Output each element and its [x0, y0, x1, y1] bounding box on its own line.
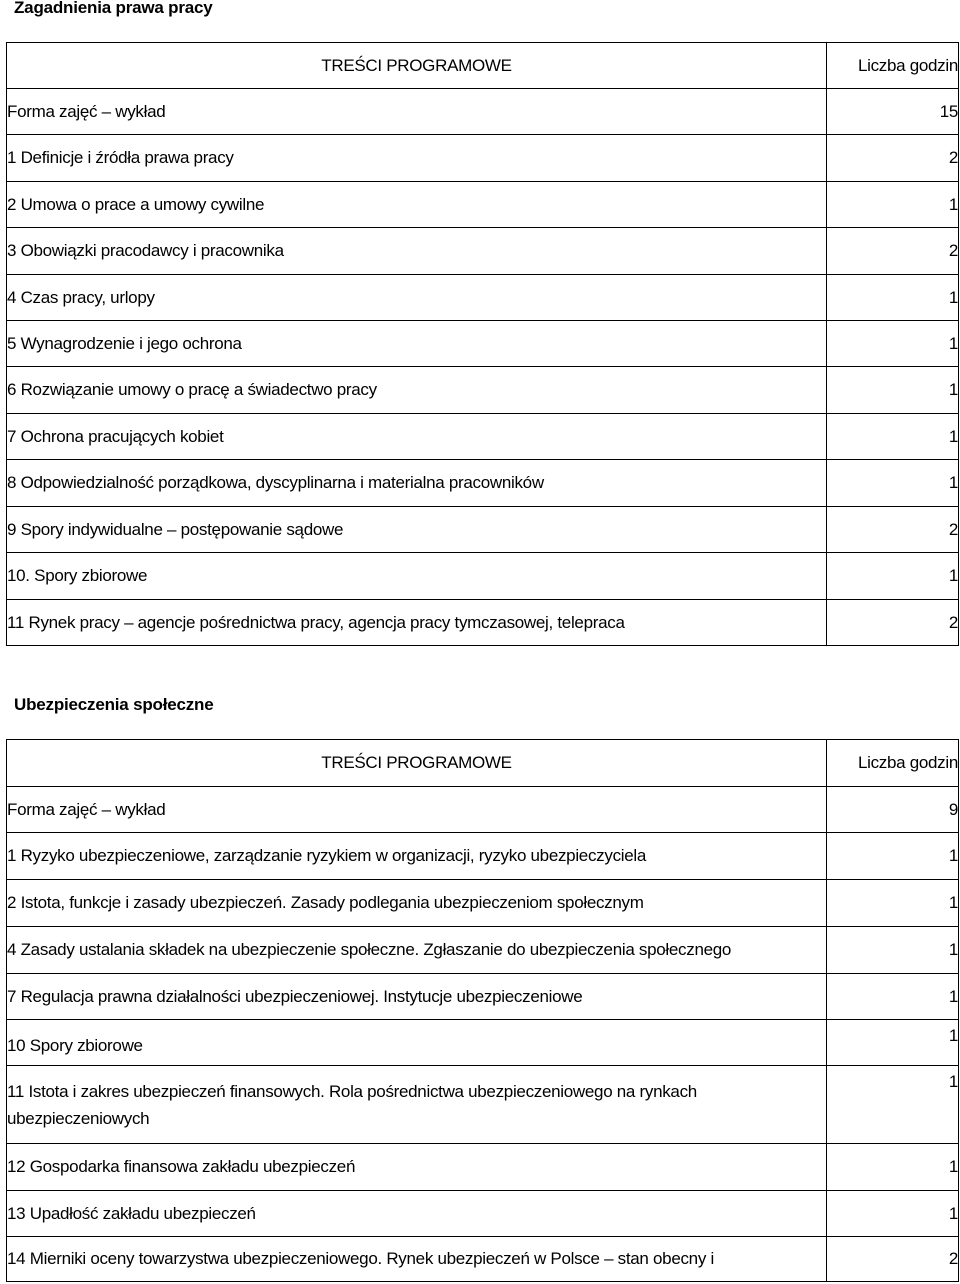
section-title-social-insurance: Ubezpieczenia społeczne: [14, 695, 214, 714]
topic-cell: Forma zajęć – wykład: [7, 787, 827, 833]
table-header-row: [7, 43, 959, 89]
hours-cell: 1: [827, 460, 959, 507]
hours-cell: 2: [827, 228, 959, 275]
table-row: [7, 927, 959, 974]
topic-cell: 2 Istota, funkcje i zasady ubezpieczeń. Zasady podlegania ubezpieczeniom społecznym: [7, 880, 827, 927]
table-row: [7, 1020, 959, 1066]
social-insurance-program-table: [6, 739, 959, 1282]
hours-cell: 9: [827, 787, 959, 833]
table-row: [7, 1237, 959, 1282]
hours-cell: 1: [827, 1020, 959, 1066]
table-row: [7, 833, 959, 880]
topic-cell: 2 Umowa o prace a umowy cywilne: [7, 182, 827, 228]
topic-cell: 9 Spory indywidualne – postępowanie sądowe: [7, 507, 827, 553]
topic-cell: 8 Odpowiedzialność porządkowa, dyscyplinarna i materialna pracowników: [7, 460, 827, 507]
table-row: [7, 1191, 959, 1237]
table-row: [7, 135, 959, 182]
topic-cell: 4 Zasady ustalania składek na ubezpieczenie społeczne. Zgłaszanie do ubezpieczenia społecznego: [7, 927, 827, 974]
table-row: [7, 787, 959, 833]
topic-cell: 13 Upadłość zakładu ubezpieczeń: [7, 1191, 827, 1237]
table-row: [7, 553, 959, 600]
hours-cell: 1: [827, 367, 959, 414]
hours-cell: 1: [827, 974, 959, 1020]
hours-cell: 2: [827, 135, 959, 182]
table-row: [7, 89, 959, 135]
table-row: [7, 275, 959, 321]
topic-cell: 7 Ochrona pracujących kobiet: [7, 414, 827, 460]
table-row: [7, 1066, 959, 1144]
hours-cell: 15: [827, 89, 959, 135]
table-row: [7, 367, 959, 414]
topic-cell: 3 Obowiązki pracodawcy i pracownika: [7, 228, 827, 275]
topic-cell: 4 Czas pracy, urlopy: [7, 275, 827, 321]
table-row: [7, 228, 959, 275]
topic-cell: 5 Wynagrodzenie i jego ochrona: [7, 321, 827, 367]
hours-cell: 1: [827, 1066, 959, 1144]
hours-cell: 1: [827, 553, 959, 600]
topic-cell: 10. Spory zbiorowe: [7, 553, 827, 600]
topic-cell: 11 Istota i zakres ubezpieczeń finansowych. Rola pośrednictwa ubezpieczeniowego na rynkach ubezpieczeniowych: [7, 1066, 827, 1144]
topic-cell: Forma zajęć – wykład: [7, 89, 827, 135]
topic-cell: 11 Rynek pracy – agencje pośrednictwa pracy, agencja pracy tymczasowej, telepraca: [7, 600, 827, 646]
topic-cell: 10 Spory zbiorowe: [7, 1020, 827, 1066]
hours-cell: 2: [827, 1237, 959, 1282]
hours-cell: 1: [827, 182, 959, 228]
hours-cell: 1: [827, 275, 959, 321]
table-row: [7, 321, 959, 367]
header-program-content: TREŚCI PROGRAMOWE: [7, 43, 827, 89]
topic-cell: 7 Regulacja prawna działalności ubezpieczeniowej. Instytucje ubezpieczeniowe: [7, 974, 827, 1020]
table-row: [7, 507, 959, 553]
header-hours: Liczba godzin: [827, 43, 959, 89]
hours-cell: 1: [827, 927, 959, 974]
section-title-labor-law: Zagadnienia prawa pracy: [14, 0, 213, 17]
header-hours: Liczba godzin: [827, 740, 959, 787]
topic-cell: 14 Mierniki oceny towarzystwa ubezpieczeniowego. Rynek ubezpieczeń w Polsce – stan obecny i: [7, 1237, 827, 1282]
table-row: [7, 600, 959, 646]
hours-cell: 1: [827, 833, 959, 880]
topic-cell: 6 Rozwiązanie umowy o pracę a świadectwo pracy: [7, 367, 827, 414]
hours-cell: 1: [827, 880, 959, 927]
hours-cell: 1: [827, 1144, 959, 1191]
table-row: [7, 1144, 959, 1191]
topic-cell: 1 Definicje i źródła prawa pracy: [7, 135, 827, 182]
hours-cell: 1: [827, 321, 959, 367]
table-row: [7, 974, 959, 1020]
table-row: [7, 460, 959, 507]
table-row: [7, 182, 959, 228]
table-row: [7, 414, 959, 460]
hours-cell: 1: [827, 414, 959, 460]
table-row: [7, 880, 959, 927]
hours-cell: 2: [827, 507, 959, 553]
hours-cell: 1: [827, 1191, 959, 1237]
labor-law-program-table: [6, 42, 959, 646]
header-program-content: TREŚCI PROGRAMOWE: [7, 740, 827, 787]
topic-cell: 12 Gospodarka finansowa zakładu ubezpieczeń: [7, 1144, 827, 1191]
hours-cell: 2: [827, 600, 959, 646]
table-header-row: [7, 740, 959, 787]
topic-cell: 1 Ryzyko ubezpieczeniowe, zarządzanie ryzykiem w organizacji, ryzyko ubezpieczyciela: [7, 833, 827, 880]
